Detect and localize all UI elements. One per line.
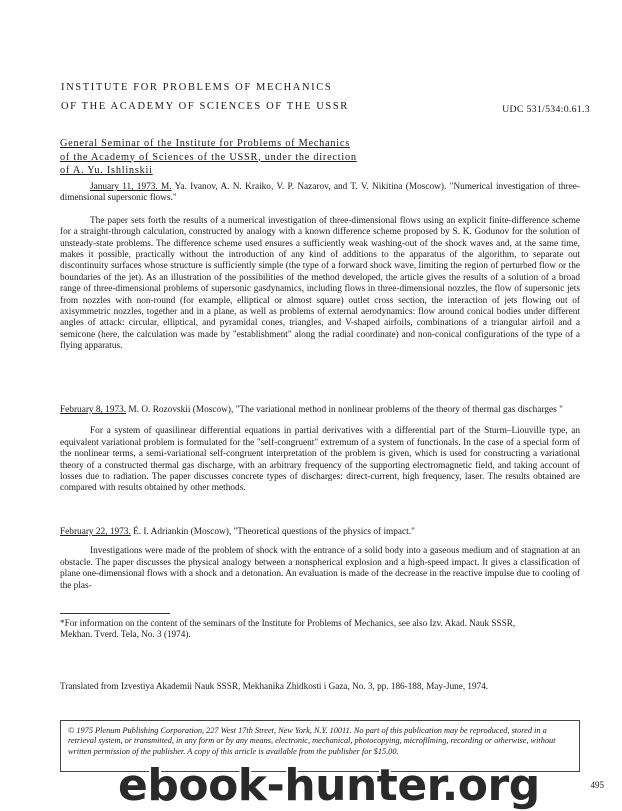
entry-header — [60, 182, 580, 205]
seminar-title-line3: of A. Yu. Ishlinskii — [60, 165, 153, 176]
seminar-title-line2: of the Academy of Sciences of the USSR, under the direction — [60, 151, 357, 163]
watermark: ebook-hunter.org — [118, 760, 540, 811]
entry-authors-title: É. I. Adriankin (Moscow), "Theoretical questions of the physics of impact." — [130, 527, 415, 537]
entry-body: For a system of quasilinear differential equations in partial derivatives with a differential part of the Sturm–Liouville type, an equivalent variational problem is formulated for the "self-congruent" extremum of a system of functionals. In the case of a special form of the nonlinear terms, a semi-variational self-congruent interpretation of the problem is given, which is used for constructing a variational theory of a constructed thermal gas discharge, with an arbitrary frequency of the supporting electromagnetic field, and taking account of losses due to radiation. The paper discusses concrete types of discharges: direct-current, high frequency, laser. The results obtained are compared with results obtained by other methods. — [60, 426, 580, 494]
page-number: 495 — [590, 780, 604, 790]
entry-date: February 8, 1973. — [60, 405, 127, 415]
entry-header — [60, 527, 580, 538]
entry-date: February 22, 1973. — [60, 527, 131, 537]
entry-authors-title: Ya. Ivanov, A. N. Kraiko, V. P. Nazarov, and T. V. Nikitina (Moscow). "Numerical investigation of three-dimensional supersonic flows." — [60, 182, 580, 204]
entry-body: The paper sets forth the results of a numerical investigation of three-dimensional flows using an explicit finite-difference scheme for a straight-through calculation, constructed by analogy with a known difference scheme proposed by S. K. Godunov for the solution of unsteady-state problems. The difference scheme used ensures a sufficiently weak washing-out of the shock waves and, at the same time, makes it possible, practically without the introduction of any kind of additions to the apparatus of the algorithm, to separate out discontinuity surfaces whose structure is sufficiently simple (the type of a forward shock wave, limiting the region of perturbed flow or the boundaries of the jet). As an illustration of the possibilities of the method developed, the article gives the results of a solution of a broad range of three-dimensional problems of supersonic gasdynamics, including flows in three-dimensional nozzles, the flow of supersonic jets from nozzles with non-round (for example, elliptical or almost square) outlet cross section, the interaction of jets flowing out of axisymmetric nozzles, together and in a plane, as well as problems of external aerodynamics: flow around conical bodies under different angles of attack: circular, elliptical, and pyramidal cones, triangles, and V-shaped airfoils, combinations of a triangular airfoil and a semicone (here, the calculation was made by "establishment" along the radial coordinate) and non-conical configurations of the type of a flying apparatus. — [60, 215, 580, 352]
copyright-box: © 1975 Plenum Publishing Corporation, 227 West 17th Street, New York, N.Y. 10011. No part of this publication may be reproduced, stored in a retrieval system, or transmitted, in any form or by any means, electronic, mechanical, photocopying, microfilming, recording or otherwise, without written permission of the publisher. A copy of this article is available from the publisher for $15.00. — [60, 720, 580, 772]
udc-code: UDC 531/534:0.61.3 — [502, 104, 590, 115]
translation-note: Translated from Izvestiya Akademii Nauk SSSR, Mekhanika Zhidkosti i Gaza, No. 3, pp. 186-188, May-June, 1974. — [60, 681, 489, 691]
entry-body: Investigations were made of the problem of shock with the entrance of a solid body into a gaseous medium and of stagnation at an obstacle. The paper discusses the physical analogy between a nonspherical explosion and a high-speed impact. It gives a classification of plane one-dimensional flows with a shock and a detonation. An evaluation is made of the decrease in the reactive impulse due to cooling of the plas- — [60, 546, 580, 591]
footnote-divider — [60, 613, 170, 614]
seminar-title-line1: General Seminar of the Institute for Problems of Mechanics — [60, 138, 350, 149]
entry-header — [60, 405, 580, 416]
institute-name-line2: OF THE ACADEMY OF SCIENCES OF THE USSR — [61, 101, 349, 112]
footnote: *For information on the content of the seminars of the Institute for Problems of Mechanics, see also Izv. Akad. Nauk SSSR, Mekhan. Tverd. Tela, No. 3 (1974). — [60, 618, 516, 640]
entry-authors-title: M. O. Rozovskii (Moscow), "The variational method in nonlinear problems of the theory of thermal gas discharges " — [126, 405, 563, 415]
entry-february-8 — [60, 405, 580, 495]
seminar-title — [60, 137, 460, 178]
entry-february-22 — [60, 527, 580, 592]
entry-date: January 11, 1973. M. — [90, 182, 172, 192]
entry-january-11 — [60, 182, 580, 353]
institute-name-line1: INSTITUTE FOR PROBLEMS OF MECHANICS — [61, 82, 333, 93]
